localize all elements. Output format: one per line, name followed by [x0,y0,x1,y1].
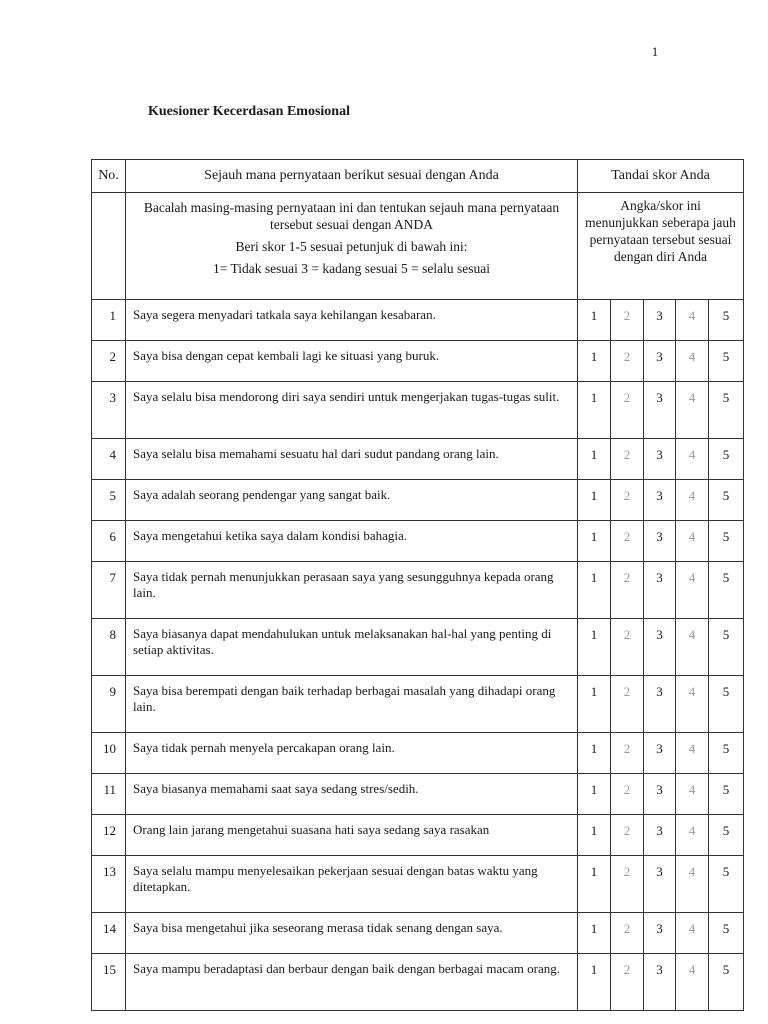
score-option-3[interactable]: 3 [644,439,676,480]
question-text: Saya bisa mengetahui jika seseorang merasa tidak senang dengan saya. [126,913,578,954]
question-number: 2 [92,341,126,382]
question-row [92,382,744,439]
score-option-4[interactable]: 4 [676,382,709,439]
question-row [92,521,744,562]
score-option-5[interactable]: 5 [709,480,744,521]
score-option-4[interactable]: 4 [676,521,709,562]
score-option-3[interactable]: 3 [644,480,676,521]
score-option-2[interactable]: 2 [611,815,644,856]
score-option-5[interactable]: 5 [709,382,744,439]
score-option-2[interactable]: 2 [611,300,644,341]
score-option-4[interactable]: 4 [676,954,709,1011]
instruction-no-cell [92,193,126,300]
score-option-5[interactable]: 5 [709,619,744,676]
score-option-4[interactable]: 4 [676,300,709,341]
score-option-5[interactable]: 5 [709,733,744,774]
score-option-3[interactable]: 3 [644,382,676,439]
score-option-4[interactable]: 4 [676,913,709,954]
question-row [92,815,744,856]
question-number: 5 [92,480,126,521]
score-option-4[interactable]: 4 [676,774,709,815]
score-option-5[interactable]: 5 [709,341,744,382]
score-option-1[interactable]: 1 [578,382,611,439]
score-option-2[interactable]: 2 [611,341,644,382]
header-no: No. [92,160,126,193]
score-option-2[interactable]: 2 [611,439,644,480]
score-option-4[interactable]: 4 [676,815,709,856]
score-option-3[interactable]: 3 [644,856,676,913]
score-option-3[interactable]: 3 [644,774,676,815]
score-option-3[interactable]: 3 [644,562,676,619]
question-number: 6 [92,521,126,562]
question-row [92,562,744,619]
instruction-line-1: Bacalah masing-masing pernyataan ini dan tentukan sejauh mana pernyataan tersebut sesuai dengan ANDA [143,200,560,232]
question-text: Saya selalu mampu menyelesaikan pekerjaan sesuai dengan batas waktu yang ditetapkan. [126,856,578,913]
question-text: Saya mengetahui ketika saya dalam kondisi bahagia. [126,521,578,562]
score-option-3[interactable]: 3 [644,913,676,954]
question-row [92,954,744,1011]
score-option-2[interactable]: 2 [611,954,644,1011]
score-option-2[interactable]: 2 [611,856,644,913]
score-option-2[interactable]: 2 [611,913,644,954]
questionnaire-table [91,159,744,1011]
score-option-3[interactable]: 3 [644,521,676,562]
score-option-2[interactable]: 2 [611,562,644,619]
score-option-4[interactable]: 4 [676,856,709,913]
score-option-1[interactable]: 1 [578,480,611,521]
score-option-1[interactable]: 1 [578,300,611,341]
score-option-5[interactable]: 5 [709,562,744,619]
question-number: 8 [92,619,126,676]
score-option-3[interactable]: 3 [644,300,676,341]
score-option-2[interactable]: 2 [611,480,644,521]
score-option-2[interactable]: 2 [611,619,644,676]
question-text: Saya bisa berempati dengan baik terhadap berbagai masalah yang dihadapi orang lain. [126,676,578,733]
question-row [92,300,744,341]
score-option-4[interactable]: 4 [676,439,709,480]
question-number: 11 [92,774,126,815]
document-title: Kuesioner Kecerdasan Emosional [148,104,350,119]
question-row [92,856,744,913]
question-row [92,619,744,676]
question-text: Saya biasanya dapat mendahulukan untuk melaksanakan hal-hal yang penting di setiap aktivitas. [126,619,578,676]
question-number: 14 [92,913,126,954]
score-option-1[interactable]: 1 [578,521,611,562]
score-option-2[interactable]: 2 [611,382,644,439]
score-option-2[interactable]: 2 [611,733,644,774]
score-option-3[interactable]: 3 [644,733,676,774]
score-option-4[interactable]: 4 [676,733,709,774]
score-option-4[interactable]: 4 [676,676,709,733]
score-option-3[interactable]: 3 [644,954,676,1011]
header-row [92,160,744,193]
score-option-1[interactable]: 1 [578,733,611,774]
question-number: 4 [92,439,126,480]
question-number: 3 [92,382,126,439]
question-text: Saya adalah seorang pendengar yang sangat baik. [126,480,578,521]
score-option-5[interactable]: 5 [709,954,744,1011]
score-option-2[interactable]: 2 [611,774,644,815]
question-text: Orang lain jarang mengetahui suasana hati saya sedang saya rasakan [126,815,578,856]
score-option-1[interactable]: 1 [578,676,611,733]
score-option-1[interactable]: 1 [578,439,611,480]
question-number: 13 [92,856,126,913]
score-option-4[interactable]: 4 [676,341,709,382]
score-option-5[interactable]: 5 [709,774,744,815]
score-option-1[interactable]: 1 [578,815,611,856]
score-option-3[interactable]: 3 [644,619,676,676]
score-option-3[interactable]: 3 [644,815,676,856]
score-option-5[interactable]: 5 [709,856,744,913]
score-option-1[interactable]: 1 [578,562,611,619]
score-option-1[interactable]: 1 [578,341,611,382]
question-row [92,913,744,954]
instruction-row [92,193,744,300]
question-number: 12 [92,815,126,856]
score-option-1[interactable]: 1 [578,913,611,954]
question-row [92,676,744,733]
question-number: 15 [92,954,126,1011]
question-number: 7 [92,562,126,619]
question-text: Saya tidak pernah menyela percakapan orang lain. [126,733,578,774]
score-option-4[interactable]: 4 [676,480,709,521]
question-text: Saya mampu beradaptasi dan berbaur dengan baik dengan berbagai macam orang. [126,954,578,1011]
score-option-2[interactable]: 2 [611,676,644,733]
question-text: Saya selalu bisa memahami sesuatu hal dari sudut pandang orang lain. [126,439,578,480]
question-number: 10 [92,733,126,774]
question-text: Saya biasanya memahami saat saya sedang stres/sedih. [126,774,578,815]
question-row [92,341,744,382]
score-option-3[interactable]: 3 [644,676,676,733]
question-row [92,439,744,480]
header-score: Tandai skor Anda [578,160,744,193]
score-option-4[interactable]: 4 [676,562,709,619]
question-row [92,480,744,521]
score-option-5[interactable]: 5 [709,439,744,480]
score-option-1[interactable]: 1 [578,954,611,1011]
score-option-5[interactable]: 5 [709,521,744,562]
score-option-1[interactable]: 1 [578,619,611,676]
instruction-line-3: 1= Tidak sesuai 3 = kadang sesuai 5 = selalu sesuai [212,261,491,276]
instruction-line-2: Beri skor 1-5 sesuai petunjuk di bawah ini: [235,239,468,254]
score-option-3[interactable]: 3 [644,341,676,382]
score-option-5[interactable]: 5 [709,815,744,856]
header-question: Sejauh mana pernyataan berikut sesuai dengan Anda [126,160,578,193]
score-note-cell: Angka/skor ini menunjukkan seberapa jauh pernyataan tersebut sesuai dengan diri Anda [578,193,744,300]
question-number: 1 [92,300,126,341]
question-text: Saya segera menyadari tatkala saya kehilangan kesabaran. [126,300,578,341]
question-row [92,774,744,815]
score-option-2[interactable]: 2 [611,521,644,562]
question-text: Saya selalu bisa mendorong diri saya sendiri untuk mengerjakan tugas-tugas sulit. [126,382,578,439]
score-option-5[interactable]: 5 [709,300,744,341]
instruction-cell [126,193,578,300]
score-option-1[interactable]: 1 [578,856,611,913]
score-option-4[interactable]: 4 [676,619,709,676]
question-row [92,733,744,774]
score-option-5[interactable]: 5 [709,913,744,954]
question-text: Saya tidak pernah menunjukkan perasaan saya yang sesungguhnya kepada orang lain. [126,562,578,619]
score-option-1[interactable]: 1 [578,774,611,815]
score-option-5[interactable]: 5 [709,676,744,733]
question-number: 9 [92,676,126,733]
page-number: 1 [651,44,659,59]
question-text: Saya bisa dengan cepat kembali lagi ke situasi yang buruk. [126,341,578,382]
